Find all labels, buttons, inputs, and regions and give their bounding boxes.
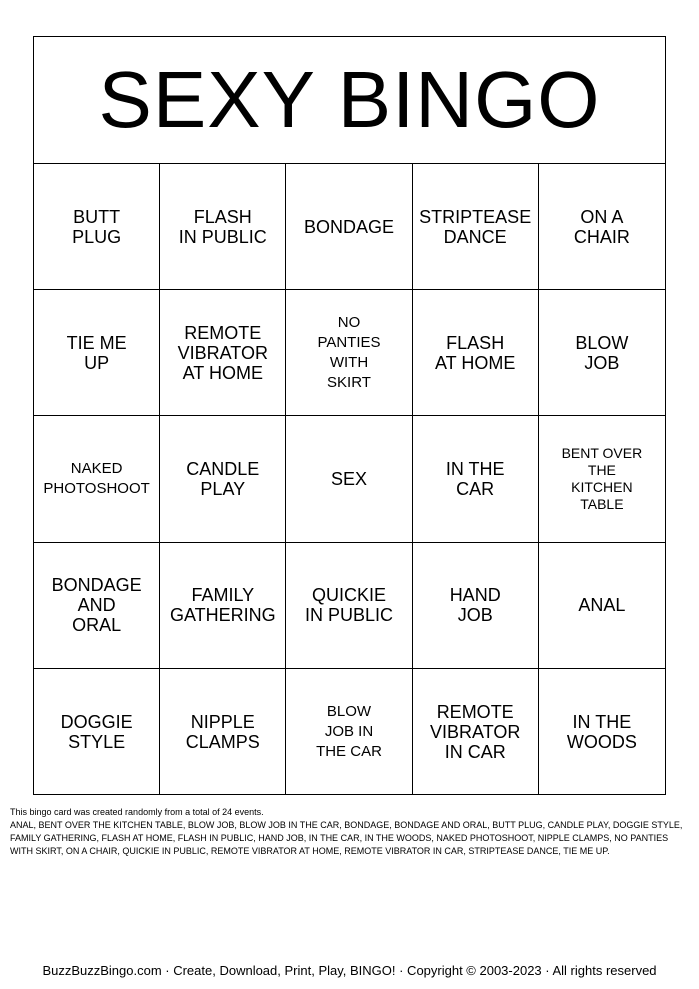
card-title: SEXY BINGO [34,37,665,164]
bingo-cell: NIPPLE CLAMPS [160,669,286,795]
bingo-cell: HAND JOB [413,543,539,669]
bingo-cell: BLOW JOB IN THE CAR [286,669,412,795]
bingo-cell: BENT OVER THE KITCHEN TABLE [539,416,665,542]
bingo-cell: REMOTE VIBRATOR AT HOME [160,290,286,416]
bingo-cell: BUTT PLUG [34,164,160,290]
bingo-cell: NAKED PHOTOSHOOT [34,416,160,542]
note-intro: This bingo card was created randomly from a total of 24 events. [10,807,264,817]
bingo-cell: DOGGIE STYLE [34,669,160,795]
bingo-card [33,36,666,795]
page-footer: BuzzBuzzBingo.com · Create, Download, Print, Play, BINGO! · Copyright © 2003-2023 · All rights reserved [42,963,657,978]
bingo-grid [34,164,665,795]
bingo-cell: ON A CHAIR [539,164,665,290]
bingo-cell: BLOW JOB [539,290,665,416]
bingo-cell: TIE ME UP [34,290,160,416]
bingo-cell: STRIPTEASE DANCE [413,164,539,290]
bingo-cell: NO PANTIES WITH SKIRT [286,290,412,416]
bingo-cell: REMOTE VIBRATOR IN CAR [413,669,539,795]
bingo-cell: CANDLE PLAY [160,416,286,542]
bingo-cell: IN THE WOODS [566,711,637,752]
bingo-cell: QUICKIE IN PUBLIC [286,543,412,669]
bingo-cell: FLASH IN PUBLIC [160,164,286,290]
card-note [10,806,690,858]
bingo-cell: FAMILY GATHERING [160,543,286,669]
bingo-cell: IN THE CAR [413,416,539,542]
bingo-cell: FLASH AT HOME [413,290,539,416]
bingo-cell: BONDAGE AND ORAL [34,543,160,669]
bingo-cell: SEX [286,416,412,542]
bingo-cell: BONDAGE [286,164,412,290]
bingo-cell: ANAL [539,543,665,669]
note-event-list: ANAL, BENT OVER THE KITCHEN TABLE, BLOW JOB, BLOW JOB IN THE CAR, BONDAGE, BONDAGE AND ORAL, BUTT PLUG, CANDLE PLAY, DOGGIE STYLE, FAMILY GATHERING, FLASH AT HOME, FLASH IN PUBLIC, HAND JOB, IN THE CAR, IN THE WOODS, NAKED PHOTOSHOOT, NIPPLE CLAMPS, NO PANTIES WITH SKIRT, ON A CHAIR, QUICKIE IN PUBLIC, REMOTE VIBRATOR AT HOME, REMOTE VIBRATOR IN CAR, STRIPTEASE DANCE, TIE ME UP. [10,820,683,856]
